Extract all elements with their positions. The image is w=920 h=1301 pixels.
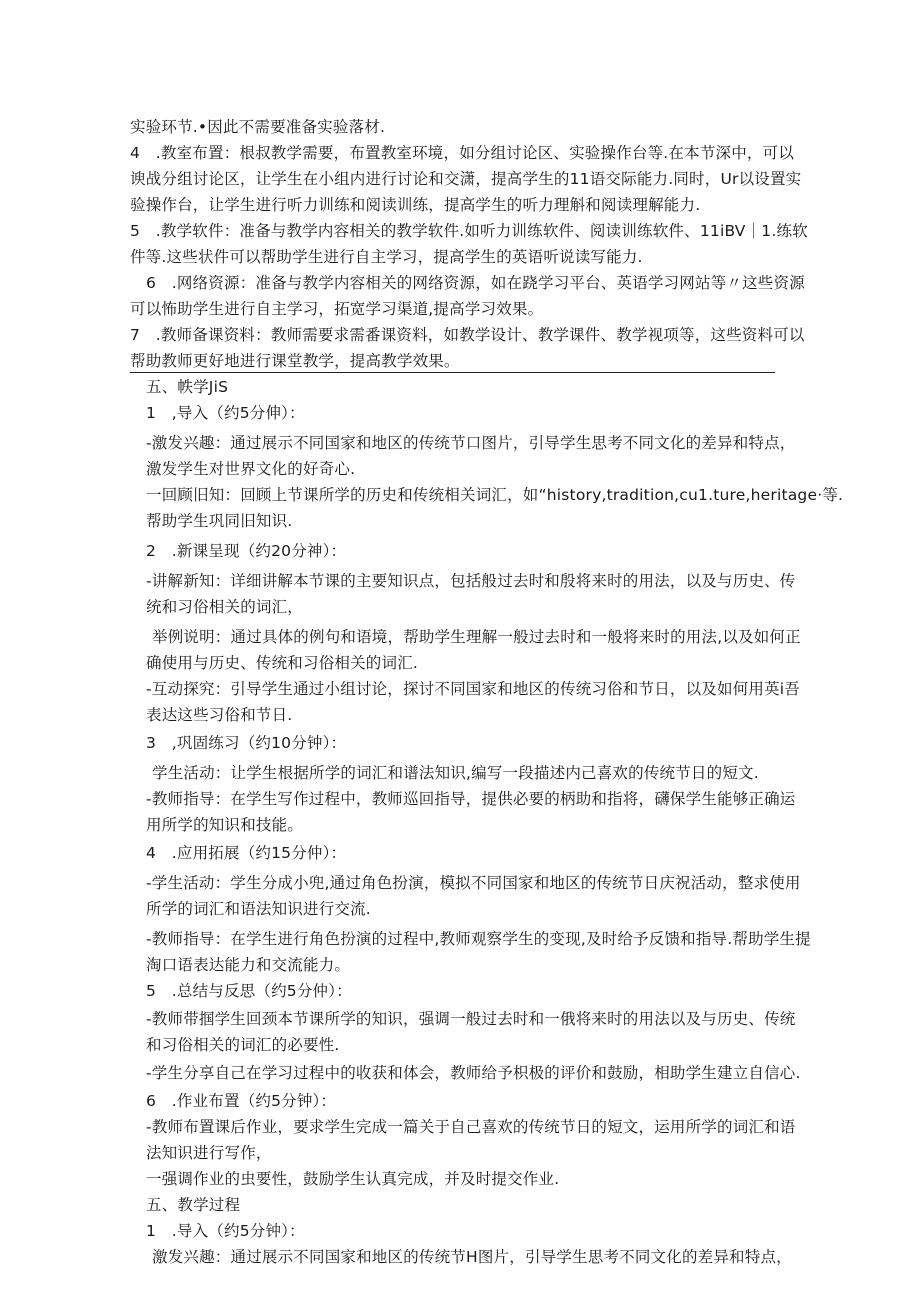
text-line: 表达这些习俗和节日. bbox=[146, 706, 293, 724]
text-line: -教师带掴学生回颈本节课所学的知识，强调一般过去时和一俄将来时的用法以及与历史、传统 bbox=[146, 1010, 796, 1028]
text-line: 学生活动：让学生根据所学的词汇和谱法知识,编写一段描述内己喜欢的传统节日的短文. bbox=[152, 764, 759, 782]
text-line: -讲解新知：详细讲解本节课的主要知识点，包括般过去时和殷将来时的用法，以及与历史、传 bbox=[146, 572, 796, 590]
text-line: -教师布置课后作业，要求学生完成一篇关于自己喜欢的传统节日的短文，运用所学的词汇和语 bbox=[146, 1118, 796, 1136]
step-heading: 4 .应用拓展（约15分仲）： bbox=[146, 844, 347, 862]
text-line: 7 .教师备课资料：教师需要求需番课资料，如教学设计、教学课件、教学视项等，这些资料可以 bbox=[130, 326, 805, 344]
text-line: 件等.这些状件可以帮助学生进行自主学习，提高学生的英语听说读写能力. bbox=[130, 248, 643, 266]
text-line: 6 .网络资源：准备与教学内容相关的网络资源，如在跷学习平台、英语学习网站等〃这些资源 bbox=[146, 274, 805, 292]
text-line: 一强调作业的虫要性，鼓励学生认真完成，并及时提交作业. bbox=[146, 1170, 560, 1188]
section-heading: 五、教学过程 bbox=[146, 1196, 241, 1214]
text-line: -学生活动：学生分成小兜,通过角色扮演，模拟不同国家和地区的传统节日庆祝活动，整求使用 bbox=[146, 874, 801, 892]
text-line: 所学的词汇和语法知识进行交流. bbox=[146, 900, 371, 918]
text-line: 实验环节.•因此不需要准备实验落材. bbox=[130, 118, 386, 136]
underline-rule bbox=[130, 372, 775, 373]
step-heading: 2 .新课呈现（约20分神）： bbox=[146, 542, 347, 560]
text-line: 谀战分组讨论区，让学生在小组内进行讨论和交潇，提高学生的11语交际能力.同时，Ur以设置实 bbox=[130, 170, 802, 188]
text-line: 激发学生对世界文化的好奇心. bbox=[146, 460, 356, 478]
step-heading: 1 .导入（约5分钟）： bbox=[146, 1222, 305, 1240]
step-heading: 5 .总结与反思（约5分仲）： bbox=[146, 982, 352, 1000]
step-heading: 1 ,导入（约5分伸）： bbox=[146, 404, 305, 422]
step-heading: 3 ,巩固练习（约10分钟）： bbox=[146, 734, 347, 752]
text-line: -互动探究：引导学生通过小组讨论，探讨不同国家和地区的传统习俗和节日，以及如何用英i吾 bbox=[146, 680, 801, 698]
text-line: 确使用与历史、传统和习俗相关的词汇. bbox=[146, 654, 419, 672]
text-line: 5 .教学软件：准备与教学内容相关的教学软件.如听力训练软件、阅读训练软件、11iBV｜1.练软 bbox=[130, 222, 808, 240]
text-line: -教师指导：在学生写作过程中，教师巡回指导，提供必要的柄助和指将，礴保学生能够正确运 bbox=[146, 790, 796, 808]
text-line: -学生分享自己在学习过程中的收获和体会，教师给予枳极的评价和鼓励，相助学生建立自信心. bbox=[146, 1064, 801, 1082]
text-line: 和习俗相关的词汇的必要性. bbox=[146, 1036, 340, 1054]
text-line: 激发兴趣：通过展示不同国家和地区的传统节H图片，引导学生思考不同文化的差异和特点， bbox=[152, 1248, 792, 1266]
text-line: 帮助学生巩同旧知识. bbox=[146, 512, 293, 530]
text-line: 帮助教师更好地进行课堂教学，提高教学效果。 bbox=[130, 352, 460, 370]
text-line: 用所学的知识和技能。 bbox=[146, 816, 304, 834]
text-line: -激发兴趣：通过展示不同国家和地区的传统节口图片，引导学生思考不同文化的差异和特点， bbox=[146, 434, 796, 452]
text-line: 举例说明：通过具体的例句和语境，帮助学生理解一般过去时和一般将来时的用法,以及如何正 bbox=[152, 628, 801, 646]
text-line: 可以怖助学生进行自主学习，拓宽学习渠道,提高学习效果。 bbox=[130, 300, 544, 318]
text-line: 法知识进行写作， bbox=[146, 1144, 272, 1162]
text-line: 一回顾旧知：回顾上节课所学的历史和传统相关词汇，如“history,tradition,cu1.ture,heritage·等. bbox=[146, 486, 844, 504]
section-heading: 五、帙学JiS bbox=[146, 378, 229, 396]
text-line: 淘口语表达能力和交流能力。 bbox=[146, 956, 351, 974]
text-line: 4 .教室布置：根叔教学需要，布置教室环境，如分组讨论区、实验操作台等.在本节深中，可以 bbox=[130, 144, 795, 162]
text-line: -教师指导：在学生进行角色扮演的过程中,教师观察学生的变现,及时给予反馈和指导.帮助学生提 bbox=[146, 930, 811, 948]
text-line: 验操作台，让学生进行听力训练和阅读训练，提高学生的听力理斛和阅读理解能力. bbox=[130, 196, 701, 214]
text-line: 统和习俗相关的词汇， bbox=[146, 598, 304, 616]
step-heading: 6 .作业布置（约5分钟）： bbox=[146, 1092, 337, 1110]
